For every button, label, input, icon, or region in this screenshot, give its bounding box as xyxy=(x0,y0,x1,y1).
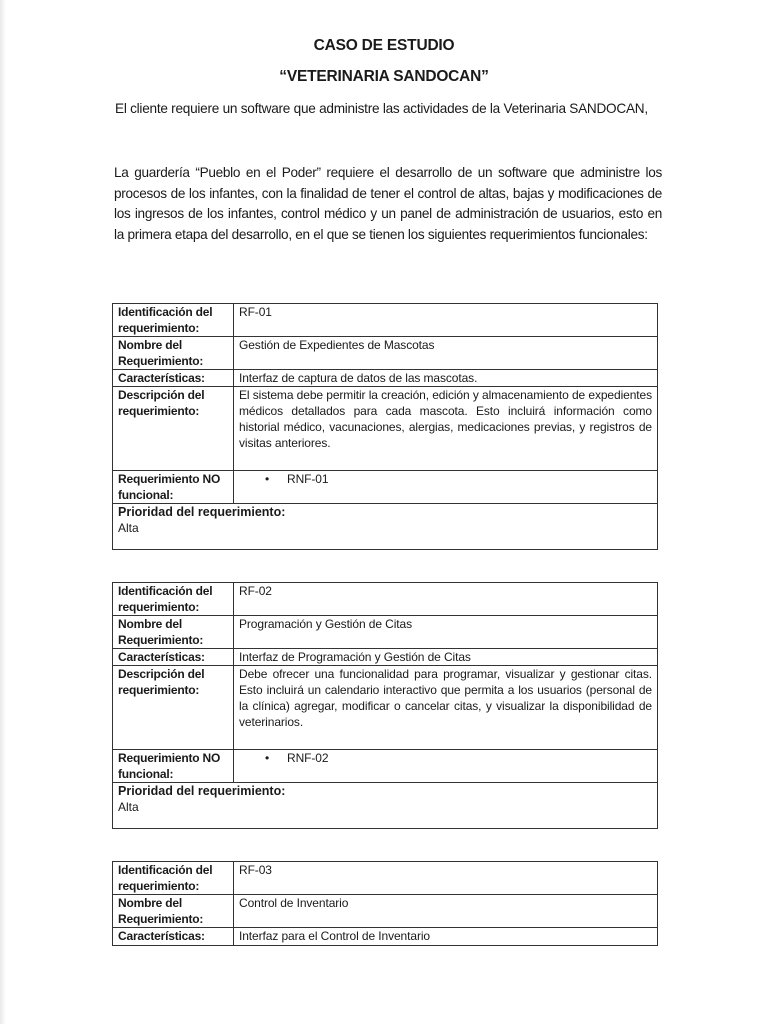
document-subtitle: “VETERINARIA SANDOCAN” xyxy=(279,68,489,85)
list-item: • RNF-02 xyxy=(239,751,328,765)
intro-text: El cliente requiere un software que administre las actividades de la Veterinaria SANDOCAN, xyxy=(115,101,648,116)
nonfunctional-value xyxy=(234,471,658,504)
name-value: Control de Inventario xyxy=(234,895,658,928)
page-edge-shadow xyxy=(0,0,6,1024)
id-value: RF-01 xyxy=(234,304,658,337)
description-value: El sistema debe permitir la creación, edición y almacenamiento de expedientes médicos detallados para cada mascota. Esto incluirá información como historial médico, vacunaciones, alergias, medicaciones previas, y registros de visitas anteriores. xyxy=(234,387,658,471)
id-value: RF-02 xyxy=(234,583,658,616)
requirement-table-rf01 xyxy=(112,303,658,550)
requirement-table-rf02 xyxy=(112,582,658,829)
features-value: Interfaz para el Control de Inventario xyxy=(234,928,658,946)
priority-cell xyxy=(113,783,658,829)
table-row xyxy=(113,616,658,649)
table-row xyxy=(113,666,658,750)
description-label: Descripción del requerimiento: xyxy=(113,666,234,750)
features-label: Características: xyxy=(113,370,234,387)
nonfunctional-label: Requerimiento NO funcional: xyxy=(113,471,234,504)
table-row xyxy=(113,895,658,928)
features-value: Interfaz de Programación y Gestión de Citas xyxy=(234,649,658,666)
list-item: • RNF-01 xyxy=(239,472,328,486)
table-row xyxy=(113,337,658,370)
priority-value: Alta xyxy=(118,521,139,535)
description-value: Debe ofrecer una funcionalidad para programar, visualizar y gestionar citas. Esto incluirá un calendario interactivo que permita a los usuarios (personal de la clínica) agregar, modificar o cancelar citas, y visualizar la disponibilidad de veterinarios. xyxy=(234,666,658,750)
table-row xyxy=(113,471,658,504)
table-row xyxy=(113,387,658,471)
table-row xyxy=(113,504,658,550)
requirement-table-rf03 xyxy=(112,861,658,946)
name-value: Gestión de Expedientes de Mascotas xyxy=(234,337,658,370)
body-paragraph: La guardería “Pueblo en el Poder” requiere el desarrollo de un software que administre los procesos de los infantes, con la finalidad de tener el control de altas, bajas y modificaciones de los ingresos de los infantes, control médico y un panel de administración de usuarios, esto en la primera etapa del desarrollo, en el que se tienen los siguientes requerimientos funcionales: xyxy=(114,165,662,242)
features-label: Características: xyxy=(113,649,234,666)
table-row xyxy=(113,928,658,946)
priority-value: Alta xyxy=(118,800,139,814)
table-row xyxy=(113,304,658,337)
features-value: Interfaz de captura de datos de las mascotas. xyxy=(234,370,658,387)
description-label: Descripción del requerimiento: xyxy=(113,387,234,471)
id-label: Identificación del requerimiento: xyxy=(113,304,234,337)
nonfunctional-value xyxy=(234,750,658,783)
id-label: Identificación del requerimiento: xyxy=(113,583,234,616)
table-row xyxy=(113,649,658,666)
id-label: Identificación del requerimiento: xyxy=(113,862,234,895)
id-value: RF-03 xyxy=(234,862,658,895)
priority-cell xyxy=(113,504,658,550)
name-label: Nombre del Requerimiento: xyxy=(113,895,234,928)
priority-label: Prioridad del requerimiento: xyxy=(118,505,286,519)
table-row xyxy=(113,583,658,616)
nonfunctional-label: Requerimiento NO funcional: xyxy=(113,750,234,783)
table-row xyxy=(113,750,658,783)
name-value: Programación y Gestión de Citas xyxy=(234,616,658,649)
features-label: Características: xyxy=(113,928,234,946)
name-label: Nombre del Requerimiento: xyxy=(113,337,234,370)
table-row xyxy=(113,783,658,829)
table-row xyxy=(113,370,658,387)
name-label: Nombre del Requerimiento: xyxy=(113,616,234,649)
priority-label: Prioridad del requerimiento: xyxy=(118,784,286,798)
table-row xyxy=(113,862,658,895)
document-title: CASO DE ESTUDIO xyxy=(313,37,455,54)
